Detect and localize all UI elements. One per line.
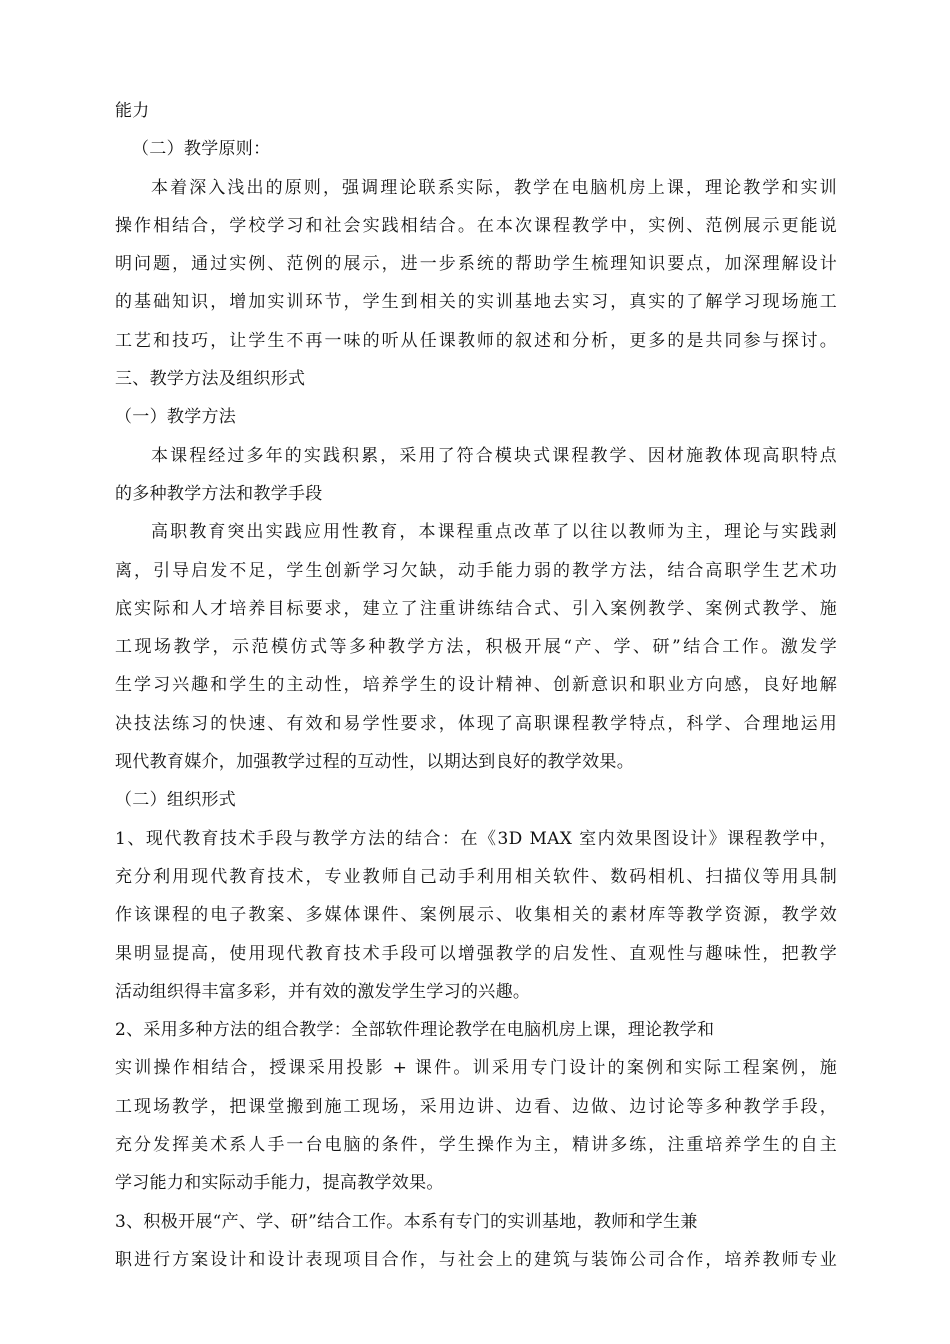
text-line: 3、积极开展“产、学、研”结合工作。本系有专门的实训基地，教师和学生兼: [115, 1211, 698, 1232]
text-line: 1、现代教育技术手段与教学方法的结合：在《3D MAX 室内效果图设计》课程教学中，: [115, 828, 837, 849]
text-line: 活动组织得丰富多彩，并有效的激发学生学习的兴趣。: [115, 981, 531, 1002]
text-line: 的多种教学方法和教学手段: [115, 483, 323, 504]
text-line: 明问题，通过实例、范例的展示，进一步系统的帮助学生梳理知识要点，加深理解设计: [115, 254, 837, 275]
text-line: 本课程经过多年的实践积累，采用了符合模块式课程教学、因材施教体现高职特点: [151, 445, 837, 466]
text-line: 操作相结合，学校学习和社会实践相结合。在本次课程教学中，实例、范例展示更能说: [115, 215, 837, 236]
text-line: 2、采用多种方法的组合教学：全部软件理论教学在电脑机房上课，理论教学和: [115, 1020, 715, 1041]
text-line: 离，引导启发不足，学生创新学习欠缺，动手能力弱的教学方法，结合高职学生艺术功: [115, 560, 837, 581]
text-line: 职进行方案设计和设计表现项目合作，与社会上的建筑与装饰公司合作，培养教师专业: [115, 1249, 837, 1270]
text-line: 充分发挥美术系人手一台电脑的条件，学生操作为主，精讲多练，注重培养学生的自主: [115, 1135, 837, 1156]
text-line: （二）组织形式: [115, 790, 237, 811]
text-line: 实训操作相结合，授课采用投影 + 课件。训采用专门设计的案例和实际工程案例，施: [115, 1058, 837, 1079]
text-line: 的基础知识，增加实训环节，学生到相关的实训基地去实习，真实的了解学习现场施工: [115, 292, 837, 313]
text-line: 底实际和人才培养目标要求，建立了注重讲练结合式、引入案例教学、案例式教学、施: [115, 598, 837, 619]
text-line: 三、教学方法及组织形式: [115, 369, 306, 390]
text-line: （二）教学原则：: [132, 139, 271, 160]
text-line: 本着深入浅出的原则，强调理论联系实际，教学在电脑机房上课，理论教学和实训: [151, 177, 837, 198]
text-line: 决技法练习的快速、有效和易学性要求，体现了高职课程教学特点，科学、合理地运用: [115, 713, 837, 734]
text-line: 高职教育突出实践应用性教育，本课程重点改革了以往以教师为主，理论与实践剥: [151, 522, 837, 543]
text-line: 学习能力和实际动手能力，提高教学效果。: [115, 1173, 444, 1194]
text-line: 能力: [115, 101, 150, 121]
text-line: 作该课程的电子教案、多媒体课件、案例展示、收集相关的素材库等教学资源，教学效: [115, 905, 837, 926]
text-line: 现代教育媒介，加强教学过程的互动性，以期达到良好的教学效果。: [115, 752, 634, 773]
text-line: 工艺和技巧，让学生不再一味的听从任课教师的叙述和分析，更多的是共同参与探讨。: [115, 330, 837, 351]
document-body: [115, 92, 837, 1279]
text-line: 充分利用现代教育技术，专业教师自己动手利用相关软件、数码相机、扫描仪等用具制: [115, 866, 837, 887]
text-line: 生学习兴趣和学生的主动性，培养学生的设计精神、创新意识和职业方向感，良好地解: [115, 675, 837, 696]
text-line: 果明显提高，使用现代教育技术手段可以增强教学的启发性、直观性与趣味性，把教学: [115, 943, 837, 964]
text-line: 工现场教学，示范模仿式等多种教学方法，积极开展“产、学、研”结合工作。激发学: [115, 637, 837, 658]
text-line: 工现场教学，把课堂搬到施工现场，采用边讲、边看、边做、边讨论等多种教学手段，: [115, 1096, 837, 1117]
text-line: （一）教学方法: [115, 407, 237, 428]
